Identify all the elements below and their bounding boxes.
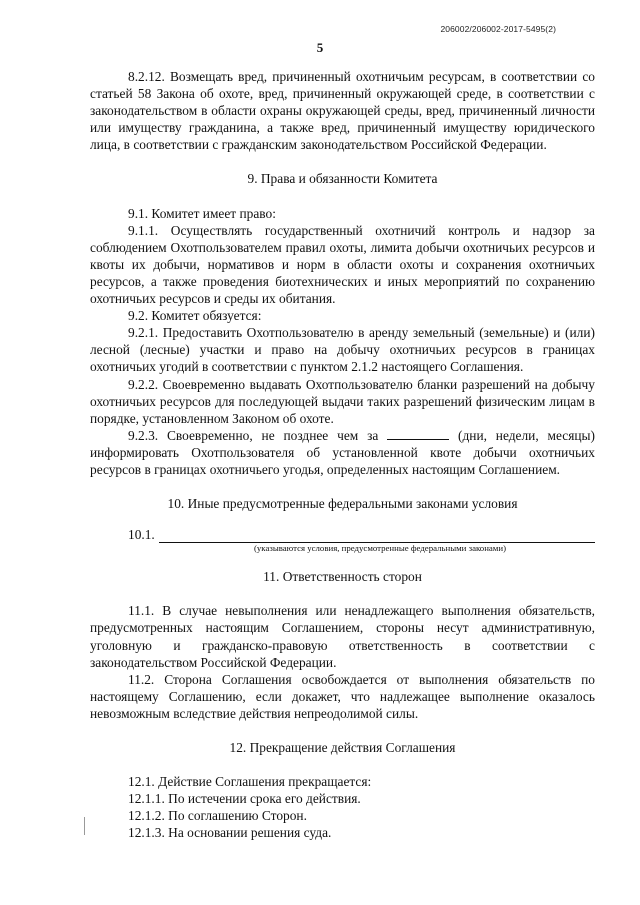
conditions-blank-line [159,529,595,543]
paragraph-9-2-3 [90,427,595,478]
document-body [90,68,595,841]
paragraph-8-2-12: 8.2.12. Возмещать вред, причиненный охотничьим ресурсам, в соответствии со статьей 58 Закона об охоте, вред, причиненный окружающей среде, в соответствии с законодательством в области охраны окружающей среды, вред, причиненный личности или имуществу гражданина, а также вред, причиненный имуществу юридического лица, в соответствии с гражданским законодательством Российской Федерации. [90,69,595,153]
days-blank-line [387,439,449,440]
page-number: 5 [316,40,324,55]
paragraph-12-1-1: 12.1.1. По истечении срока его действия. [128,791,361,807]
paragraph-12-1-2: 12.1.2. По соглашению Сторон. [128,808,307,824]
paragraph-9-2: 9.2. Комитет обязуется: [128,308,262,324]
paragraph-9-2-2: 9.2.2. Своевременно выдавать Охотпользователю бланки разрешений на добычу охотничьих ресурсов для последующей выдачи таких разрешений физическим лицам в порядке, установленном Законом об охоте. [90,376,595,426]
paragraph-9-1: 9.1. Комитет имеет право: [128,205,276,221]
section-9-heading: 9. Права и обязанности Комитета [247,171,438,187]
paragraph-9-2-1: 9.2.1. Предоставить Охотпользователю в аренду земельный (земельные) и (или) лесной (лесные) участки и право на добычу охотничьих ресурсов в границах охотничьих угодий в соответствии с пунктом 2.1.2 настоящего Соглашения. [90,325,595,375]
paragraph-11-1: 11.1. В случае невыполнения или ненадлежащего выполнения обязательств, предусмотренных настоящим Соглашением, стороны несут административную, уголовную и гражданско-правовую ответственность в соответствии с законодательством Российской Федерации. [90,603,595,670]
paragraph-9-1-1: 9.1.1. Осуществлять государственный охотничий контроль и надзор за соблюдением Охотпользователем правил охоты, лимита добычи охотничьих ресурсов и квоты их добычи, нормативов и норм в области охоты и сохранения охотничьих ресурсов, а также проведения биотехнических и иных мероприятий по сохранению охотничьих ресурсов и среды их обитания. [90,222,595,307]
paragraph-9-2-3-end: (дни, недели, месяцы) информировать Охотпользователя об установленной квоте добычи охотничьих ресурсов в границах охотничьего угодья, определенных настоящим Соглашением. [90,427,595,477]
paragraph-9-2-3-start: 9.2.3. Своевременно, не позднее чем за [128,427,379,443]
paragraph-12-1: 12.1. Действие Соглашения прекращается: [128,774,372,790]
paragraph-10-1-label: 10.1. [128,527,155,543]
section-10-heading: 10. Иные предусмотренные федеральными законами условия [167,496,518,512]
section-11-heading: 11. Ответственность сторон [263,569,422,585]
margin-mark [84,817,85,835]
document-id: 206002/206002-2017-5495(2) [440,24,556,34]
paragraph-12-1-3: 12.1.3. На основании решения суда. [128,825,332,841]
section-12-heading: 12. Прекращение действия Соглашения [229,740,456,755]
conditions-note: (указываются условия, предусмотренные федеральными законами) [253,543,507,554]
paragraph-11-2: 11.2. Сторона Соглашения освобождается от выполнения обязательств по настоящему Соглашению, если докажет, что надлежащее выполнение оказалось невозможным вследствие действия непреодолимой силы. [90,671,595,721]
paragraph-10-1 [90,526,595,543]
